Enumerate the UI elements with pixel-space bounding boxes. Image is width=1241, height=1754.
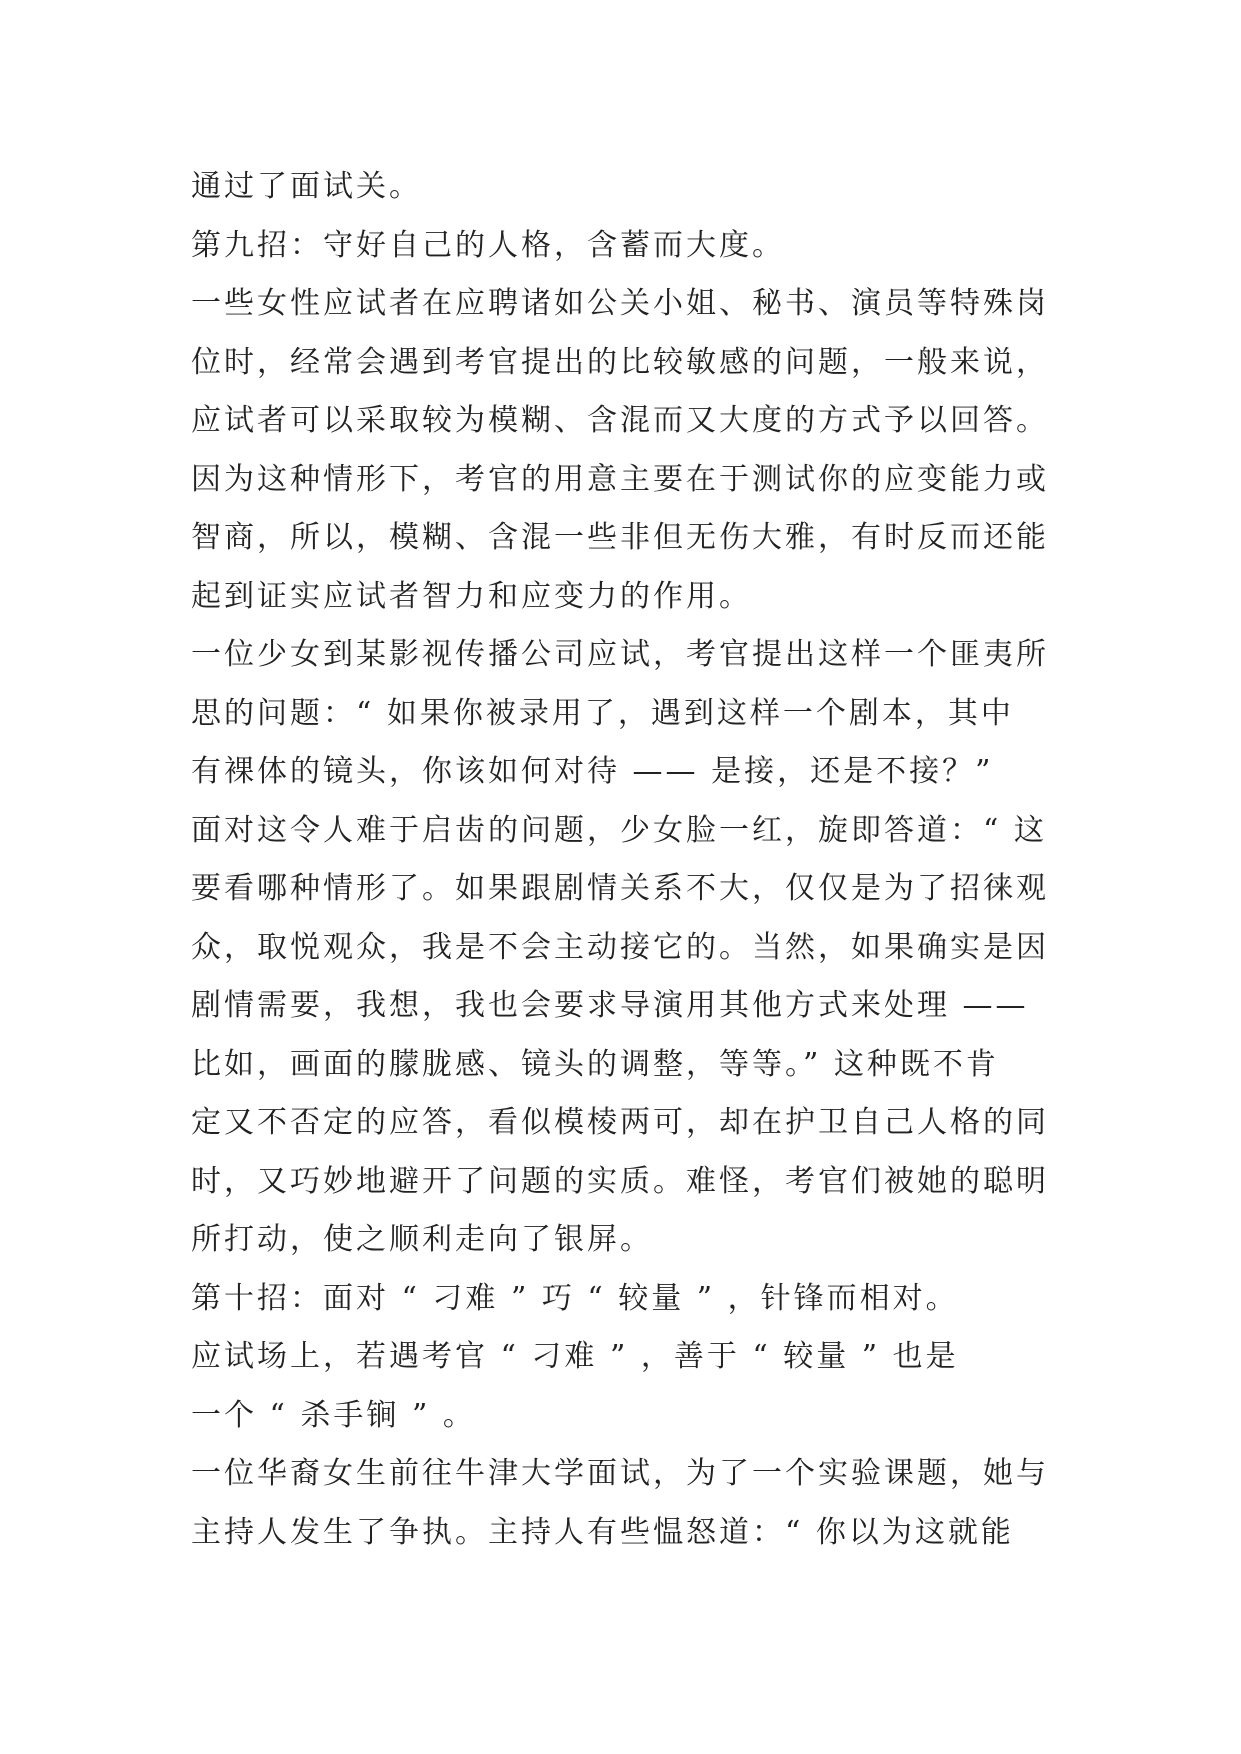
text-line: 位时，经常会遇到考官提出的比较敏感的问题，一般来说， [191, 344, 1049, 380]
text-line: 一个 “ 杀手锏 ” 。 [191, 1397, 476, 1433]
text-line: 众，取悦观众，我是不会主动接它的。当然，如果确实是因 [191, 929, 1049, 965]
text-line: 起到证实应试者智力和应变力的作用。 [191, 578, 752, 614]
body-text [191, 158, 1071, 1562]
text-line: 一位少女到某影视传播公司应试，考官提出这样一个匪夷所 [191, 637, 1049, 672]
text-line: 通过了面试关。 [191, 169, 422, 204]
text-line: 剧情需要，我想，我也会要求导演用其他方式来处理 —— [191, 988, 1029, 1023]
section-heading-9: 第九招：守好自己的人格，含蓄而大度。 [191, 227, 785, 263]
text-line: 要看哪种情形了。如果跟剧情关系不大，仅仅是为了招徕观 [191, 871, 1049, 906]
text-line: 一些女性应试者在应聘诸如公关小姐、秘书、演员等特殊岗 [191, 286, 1049, 321]
text-line: 比如，画面的朦胧感、镜头的调整，等等。” 这种既不肯 [191, 1046, 999, 1082]
text-line: 思的问题：“ 如果你被录用了，遇到这样一个剧本，其中 [191, 695, 1014, 731]
text-line: 智商，所以，模糊、含混一些非但无伤大雅，有时反而还能 [191, 520, 1049, 555]
text-line: 主持人发生了争执。主持人有些愠怒道：“ 你以为这就能 [191, 1514, 1014, 1550]
text-line: 定又不否定的应答，看似模棱两可，却在护卫自己人格的同 [191, 1105, 1049, 1140]
text-line: 应试场上，若遇考官 “ 刁难 ” ，善于 “ 较量 ” 也是 [191, 1339, 959, 1374]
text-line: 有裸体的镜头，你该如何对待 —— 是接，还是不接？” [191, 754, 994, 789]
text-line: 因为这种情形下，考官的用意主要在于测试你的应变能力或 [191, 461, 1049, 497]
text-line: 一位华裔女生前往牛津大学面试，为了一个实验课题，她与 [191, 1456, 1049, 1491]
text-line: 所打动，使之顺利走向了银屏。 [191, 1222, 653, 1257]
text-line: 面对这令人难于启齿的问题，少女脸一红，旋即答道：“ 这 [191, 812, 1047, 848]
section-heading-10: 第十招：面对 “ 刁难 ” 巧 “ 较量 ” ，针锋而相对。 [191, 1280, 959, 1316]
text-line: 时，又巧妙地避开了问题的实质。难怪，考官们被她的聪明 [191, 1163, 1049, 1199]
text-line: 应试者可以采取较为模糊、含混而又大度的方式予以回答。 [191, 403, 1049, 438]
